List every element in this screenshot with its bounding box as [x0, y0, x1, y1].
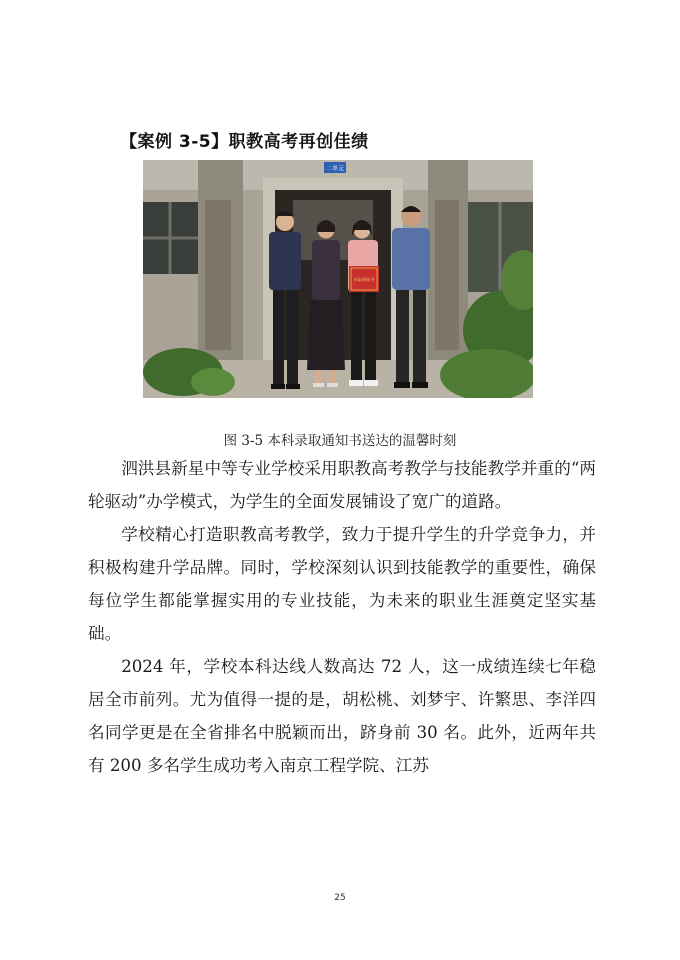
body-text — [88, 452, 596, 782]
door-sign-text: 二单元 — [325, 165, 345, 173]
paragraph: 泗洪县新星中等专业学校采用职教高考教学与技能教学并重的“两轮驱动”办学模式，为学生的全面发展铺设了宽广的道路。 — [88, 459, 596, 511]
paragraph: 2024 年，学校本科达线人数高达 72 人，这一成绩连续七年稳居全市前列。尤为值得一提的是，胡松桃、刘梦宇、许繁思、李洋四名同学更是在全省排名中脱颖而出，跻身前 30 名。此外，近两年共有 200 多名学生成功考入南京工程学院、江苏 — [88, 657, 596, 775]
certificate-text: 录取通知书 — [353, 277, 375, 282]
photo-caption: 图 3-5 本科录取通知书送达的温馨时刻 — [223, 433, 457, 449]
paragraph: 学校精心打造职教高考教学，致力于提升学生的升学竞争力，并积极构建升学品牌。同时，学校深刻认识到技能教学的重要性，确保每位学生都能掌握实用的专业技能，为未来的职业生涯奠定坚实基础。 — [88, 525, 596, 643]
photo-certificate-delivery — [143, 160, 533, 398]
page-number: 25 — [334, 893, 346, 903]
case-title: 【案例 3-5】职教高考再创佳绩 — [120, 132, 369, 152]
person-woman-middle — [307, 220, 345, 387]
photo-illustration — [143, 160, 533, 398]
